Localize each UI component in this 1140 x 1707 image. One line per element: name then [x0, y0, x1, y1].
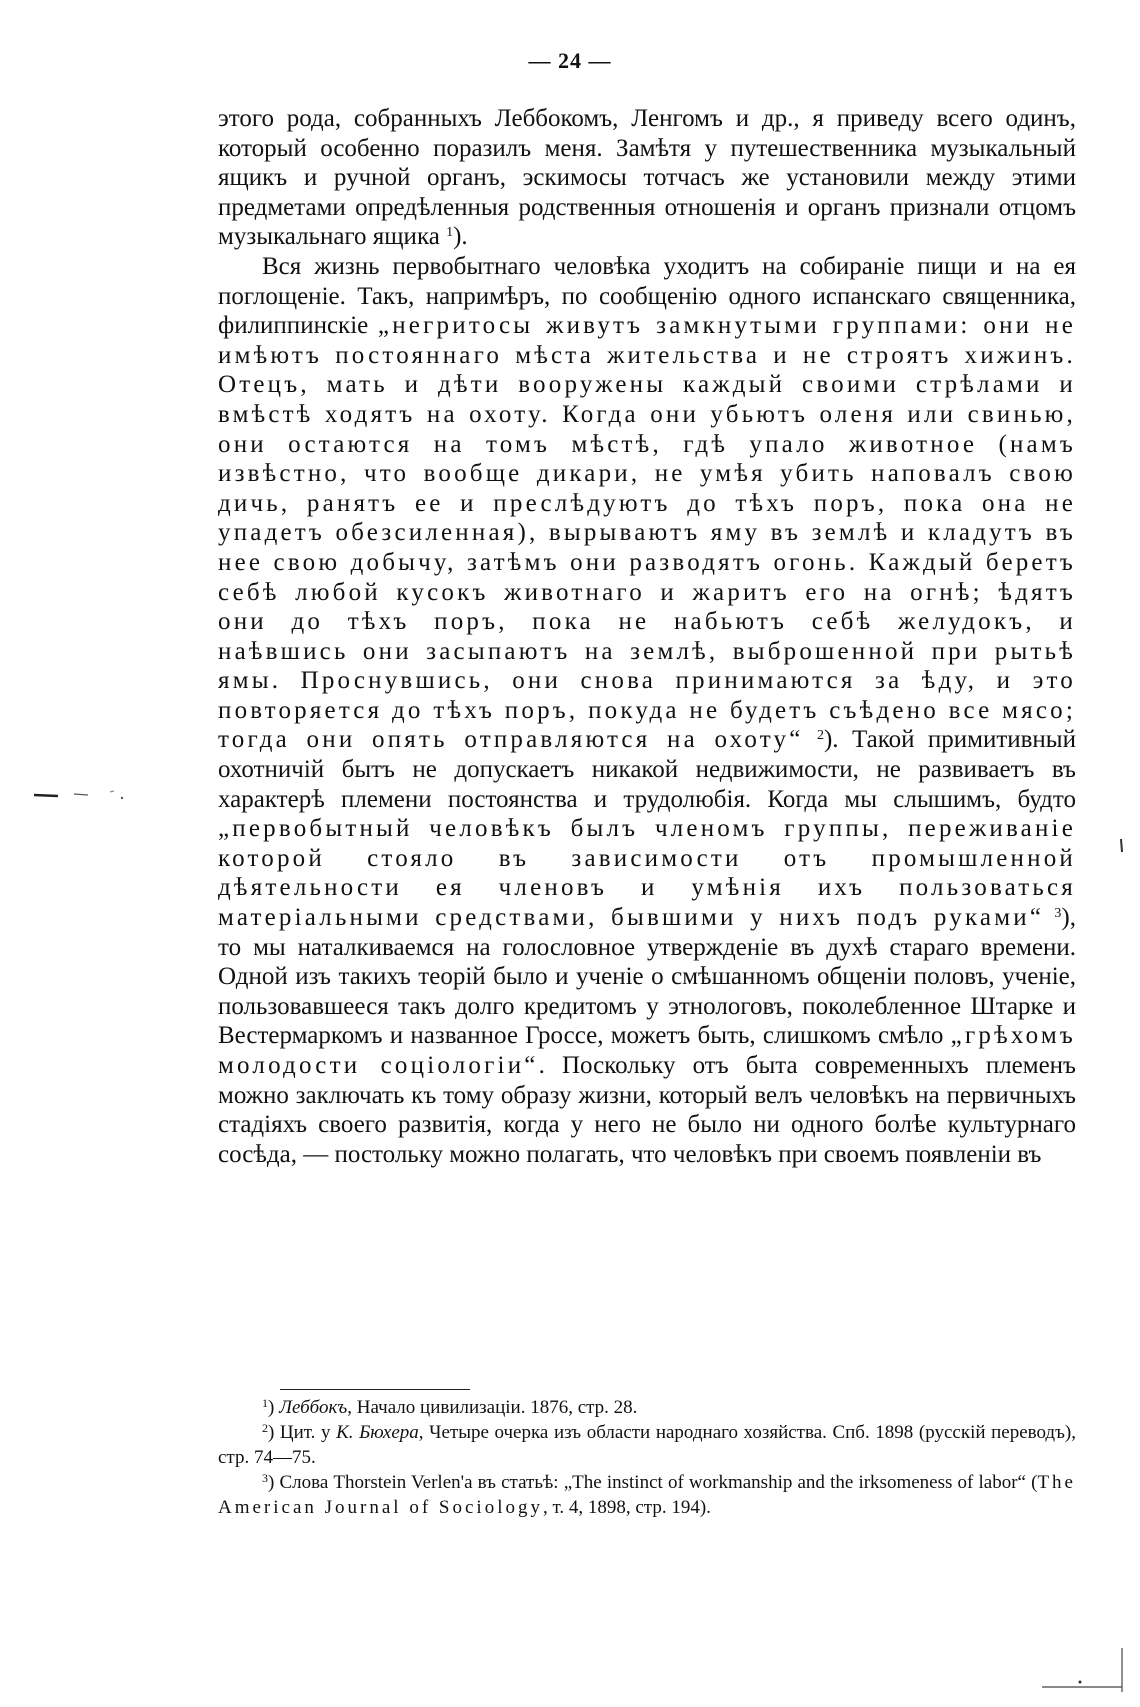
paragraph-text: ). Такой примитивный охотничій бытъ не допускаетъ никакой недвижимости, не развиваетъ въ характерѣ племени постоянства и трудолюбія. Когда мы слышимъ, будто — [218, 726, 1076, 813]
spaced-quote: „первобытный человѣкъ былъ членомъ группы, переживаніе которой стояло въ зависимости отъ промышленной дѣятельности ея членовъ и умѣнія ихъ пользоваться матеріальными средствами, бывшими у нихъ подъ руками“ — [218, 815, 1076, 932]
paragraph-text: этого рода, собранныхъ Леббокомъ, Ленгомъ и др., я приведу всего одинъ, который особенно поразилъ меня. Замѣтя у путешественника музыкальный ящикъ и ручной органъ, эскимосы тотчасъ же установили между этими предметами опредѣленныя родственныя отношенія и органъ признали отцомъ музыкальнаго ящика — [218, 105, 1076, 251]
footnote-ref-3: 3 — [1054, 906, 1062, 922]
footnote-text: , Начало цивилизаціи. 1876, стр. 28. — [347, 1397, 638, 1418]
spaced-quote: „негритосы живутъ замкнутыми группами: они не имѣютъ постояннаго мѣста жительства и не строятъ хижинъ. Отецъ, мать и дѣти вооружены каждый своими стрѣлами и вмѣстѣ ходятъ на охоту. Когда они убьютъ оленя или свинью, они остаются на томъ мѣстѣ, гдѣ упало животное (намъ извѣстно, что вообще дикари, не умѣя убить наповалъ свою дичь, ранятъ ее и преслѣдуютъ до тѣхъ поръ, пока она не упадетъ обезсиленная), вырываютъ яму въ землѣ и кладутъ въ нее свою добычу, затѣмъ они разводятъ огонь. Каждый беретъ себѣ любой кусокъ животнаго и жаритъ его на огнѣ; ѣдятъ они до тѣхъ поръ, пока не набьютъ себѣ желудокъ, и наѣвшись они засыпаютъ на землѣ, выброшенной при рытьѣ ямы. Проснувшись, они снова принимаются за ѣду, и это повторяется до тѣхъ поръ, покуда не будетъ съѣдено все мясо; тогда они опять отправляются на охоту“ — [218, 312, 1076, 754]
footnote-text: , т. 4, 1898, стр. 194). — [542, 1497, 711, 1518]
footnote-text: ) Слова Thorstein Verlen'a въ статьѣ: „The instinct of workmanship and the irksomeness of labor“ ( — [268, 1472, 1038, 1493]
paragraph-text: ), то мы наталкиваемся на голословное утвержденіе въ духѣ стараго времени. Одной изъ такихъ теорій было и ученіе о смѣшанномъ общеніи половъ, ученіе, пользовавшееся такъ долго кредитомъ у этнологовъ, поколебленное Штарке и Вестермаркомъ и названное Гроссе, можетъ быть, слишкомъ смѣло — [218, 904, 1076, 1050]
paragraph — [218, 252, 1076, 1169]
footnote-ref-2: 2 — [816, 728, 824, 744]
footnote-divider — [280, 1389, 470, 1390]
footnotes — [218, 1395, 1076, 1520]
footnote-text: , Четыре очерка изъ области народнаго хозяйства. Спб. 1898 (русскій переводъ), стр. 74—75. — [218, 1422, 1077, 1468]
journal-title: The American Journal of Sociology — [218, 1472, 1076, 1518]
paragraph-continued — [218, 104, 1076, 252]
spaced-quote: „грѣхомъ молодости соціологіи“ — [218, 1022, 1076, 1079]
footnote-mark: 3 — [262, 1471, 268, 1485]
paragraph-text: Вся жизнь первобытнаго человѣка уходитъ на собираніе пищи и на ея поглощеніе. Такъ, напримѣръ, по сообщенію одного испанскаго священника, филиппинскіе — [218, 252, 1076, 340]
footnote-author: К. Бюхера — [336, 1422, 419, 1443]
paragraph-text: . Поскольку отъ быта современныхъ племенъ можно заключать къ тому образу жизни, который велъ человѣкъ на первичныхъ стадіяхъ своего развитія, когда у него не было ни одного болѣе культурнаго сосѣда, — постольку можно полагать, что человѣкъ при своемъ появленіи въ — [218, 1052, 1076, 1168]
scan-corner-mark — [1040, 1644, 1132, 1694]
footnote-ref-1: 1 — [446, 225, 454, 241]
page-number: — 24 — — [528, 48, 612, 73]
footnote-3 — [218, 1470, 1076, 1520]
footnote-text: ) Цит. у — [268, 1422, 337, 1443]
footnote-mark: 1 — [262, 1396, 268, 1410]
body-text — [218, 104, 1076, 1169]
paragraph-text: ). — [453, 223, 468, 251]
margin-tick-mark — [1117, 838, 1127, 854]
footnote-mark: 2 — [262, 1421, 268, 1435]
margin-scan-mark — [32, 790, 142, 802]
footnote-author: Леббокъ — [279, 1397, 348, 1418]
footnote-2 — [218, 1420, 1076, 1470]
footnote-1: $^1$) Леббокъ, Начало цивилизаціи. 1876, стр. 28. — [262, 1396, 638, 1418]
